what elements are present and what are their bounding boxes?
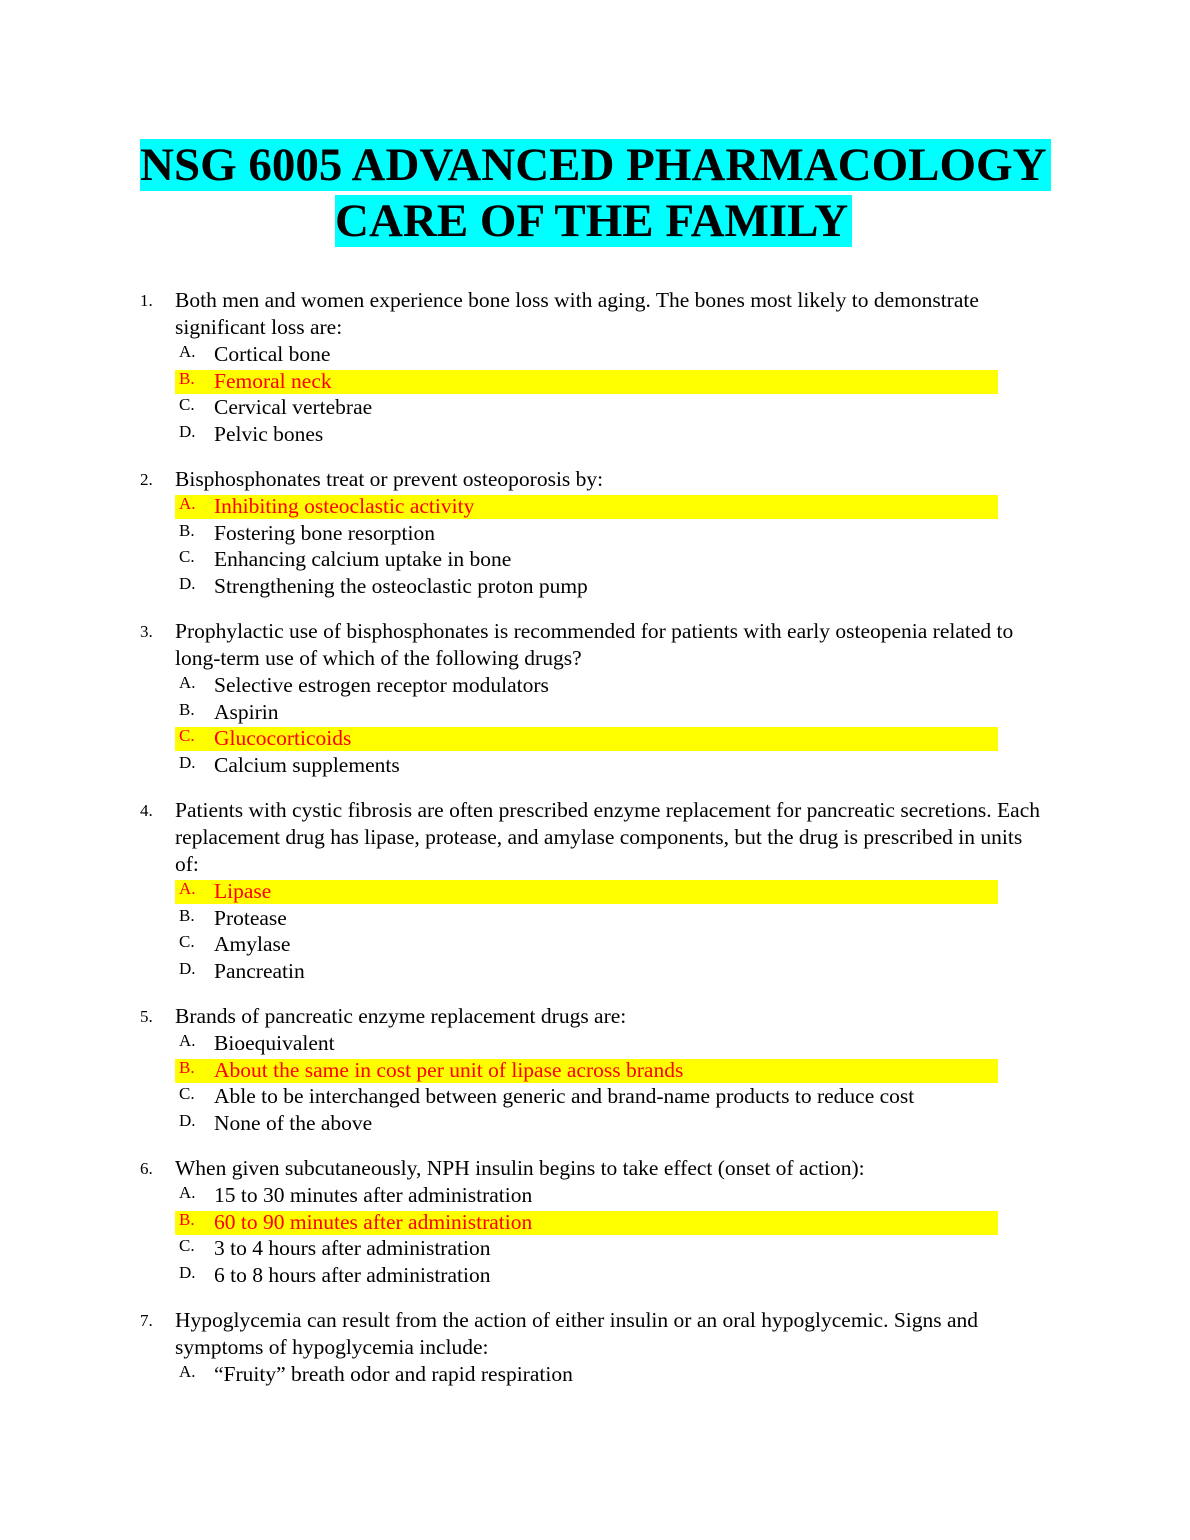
question-stem-line bbox=[0, 797, 1190, 824]
answer-option bbox=[0, 931, 1190, 958]
answer-option-correct bbox=[0, 493, 1190, 520]
answer-option bbox=[0, 699, 1190, 726]
answer-option bbox=[0, 394, 1190, 421]
option-letter: B. bbox=[179, 368, 195, 388]
question-text: Brands of pancreatic enzyme replacement drugs are: bbox=[175, 1004, 627, 1028]
question-item bbox=[0, 1003, 1190, 1136]
question-text: of: bbox=[175, 852, 199, 876]
question-text: symptoms of hypoglycemia include: bbox=[175, 1335, 489, 1359]
option-letter: B. bbox=[179, 905, 195, 925]
title-line-2 bbox=[335, 195, 852, 247]
question-stem-line bbox=[0, 1307, 1190, 1334]
option-text: Glucocorticoids bbox=[214, 726, 352, 751]
answer-option-correct bbox=[0, 725, 1190, 752]
option-row-bg bbox=[175, 907, 998, 931]
option-text: Selective estrogen receptor modulators bbox=[214, 673, 549, 697]
option-text: Inhibiting osteoclastic activity bbox=[214, 494, 475, 518]
option-text: About the same in cost per unit of lipase across brands bbox=[214, 1057, 684, 1082]
option-letter: B. bbox=[179, 1057, 195, 1077]
option-text: 60 to 90 minutes after administration bbox=[214, 1209, 533, 1234]
question-text: When given subcutaneously, NPH insulin begins to take effect (onset of action): bbox=[175, 1156, 865, 1180]
answer-option-correct bbox=[0, 1209, 1190, 1236]
answer-option bbox=[0, 421, 1190, 448]
option-text: Able to be interchanged between generic and brand-name products to reduce cost bbox=[214, 1084, 915, 1109]
option-text: Fostering bone resorption bbox=[214, 520, 435, 545]
option-text: Aspirin bbox=[214, 699, 279, 724]
question-number: 6. bbox=[140, 1159, 153, 1178]
question-text: Bisphosphonates treat or prevent osteoporosis by: bbox=[175, 467, 604, 491]
option-letter: D. bbox=[179, 573, 196, 593]
question-stem-line bbox=[0, 287, 1190, 314]
option-letter: A. bbox=[179, 673, 196, 692]
question-item bbox=[0, 1155, 1190, 1288]
answer-highlight bbox=[175, 880, 998, 904]
question-text: replacement drug has lipase, protease, and amylase components, but the drug is prescribed in units bbox=[175, 825, 1023, 849]
question-item bbox=[0, 466, 1190, 599]
option-letter: C. bbox=[179, 1236, 195, 1256]
option-text: Amylase bbox=[214, 932, 291, 957]
option-letter: A. bbox=[179, 342, 196, 361]
answer-option bbox=[0, 672, 1190, 699]
question-item bbox=[0, 618, 1190, 778]
answer-option bbox=[0, 1030, 1190, 1057]
option-text: Strengthening the osteoclastic proton pump bbox=[214, 573, 588, 598]
answer-option bbox=[0, 752, 1190, 779]
option-text: Calcium supplements bbox=[214, 752, 400, 777]
question-stem-line bbox=[0, 1334, 1190, 1361]
question-stem-line bbox=[0, 1003, 1190, 1030]
option-letter: C. bbox=[179, 395, 195, 415]
question-number: 5. bbox=[140, 1007, 153, 1026]
option-letter: B. bbox=[179, 699, 195, 719]
option-letter: A. bbox=[179, 494, 196, 513]
option-text: 3 to 4 hours after administration bbox=[214, 1236, 491, 1261]
option-text: Bioequivalent bbox=[214, 1031, 335, 1055]
option-letter: A. bbox=[179, 879, 196, 898]
option-text: 6 to 8 hours after administration bbox=[214, 1262, 491, 1287]
option-letter: C. bbox=[179, 932, 195, 952]
question-text: Prophylactic use of bisphosphonates is recommended for patients with early osteopenia related to bbox=[175, 619, 1014, 643]
question-item bbox=[0, 1307, 1190, 1388]
question-item bbox=[0, 797, 1190, 984]
option-text: Femoral neck bbox=[214, 368, 332, 393]
option-text: 15 to 30 minutes after administration bbox=[214, 1183, 533, 1207]
question-stem-line bbox=[0, 824, 1190, 851]
question-stem-line bbox=[0, 1155, 1190, 1182]
answer-option bbox=[0, 573, 1190, 600]
answer-option bbox=[0, 1083, 1190, 1110]
option-letter: D. bbox=[179, 1262, 196, 1282]
title-line-1 bbox=[140, 139, 1051, 191]
question-number: 3. bbox=[140, 622, 153, 641]
question-item bbox=[0, 287, 1190, 447]
question-number: 4. bbox=[140, 801, 153, 820]
answer-option-correct bbox=[0, 878, 1190, 905]
option-letter: B. bbox=[179, 520, 195, 540]
option-text: Lipase bbox=[214, 879, 272, 903]
question-text: Hypoglycemia can result from the action of either insulin or an oral hypoglycemic. Signs and bbox=[175, 1308, 979, 1332]
question-text: long-term use of which of the following drugs? bbox=[175, 646, 582, 670]
option-text: Pelvic bones bbox=[214, 421, 324, 446]
option-letter: C. bbox=[179, 1084, 195, 1104]
option-row-bg bbox=[175, 701, 998, 725]
question-stem-line bbox=[0, 851, 1190, 878]
option-letter: C. bbox=[179, 547, 195, 567]
answer-option bbox=[0, 341, 1190, 368]
option-letter: A. bbox=[179, 1183, 196, 1202]
answer-option bbox=[0, 1110, 1190, 1137]
answer-option-correct bbox=[0, 368, 1190, 395]
option-text: Pancreatin bbox=[214, 958, 305, 983]
option-text: Protease bbox=[214, 905, 287, 930]
question-stem-line bbox=[0, 645, 1190, 672]
answer-option bbox=[0, 1235, 1190, 1262]
question-number: 7. bbox=[140, 1311, 153, 1330]
page-title: NSG 6005 ADVANCED PHARMACOLOGY bbox=[140, 139, 1051, 191]
question-number: 2. bbox=[140, 470, 153, 489]
option-letter: A. bbox=[179, 1362, 196, 1381]
answer-option bbox=[0, 520, 1190, 547]
option-letter: D. bbox=[179, 421, 196, 441]
answer-option bbox=[0, 905, 1190, 932]
answer-option bbox=[0, 1182, 1190, 1209]
option-text: “Fruity” breath odor and rapid respiration bbox=[214, 1362, 573, 1386]
option-text: Cortical bone bbox=[214, 342, 331, 366]
option-letter: A. bbox=[179, 1031, 196, 1050]
answer-option bbox=[0, 958, 1190, 985]
answer-option bbox=[0, 546, 1190, 573]
option-row-bg bbox=[175, 933, 998, 957]
option-letter: D. bbox=[179, 752, 196, 772]
option-letter: D. bbox=[179, 1110, 196, 1130]
question-number: 1. bbox=[140, 291, 153, 310]
option-text: Cervical vertebrae bbox=[214, 395, 373, 420]
option-text: None of the above bbox=[214, 1110, 373, 1135]
answer-option bbox=[0, 1262, 1190, 1289]
question-text: Both men and women experience bone loss with aging. The bones most likely to demonstrate bbox=[175, 288, 979, 312]
option-letter: D. bbox=[179, 958, 196, 978]
question-stem-line bbox=[0, 314, 1190, 341]
answer-option-correct bbox=[0, 1057, 1190, 1084]
option-letter: C. bbox=[179, 726, 195, 746]
option-text: Enhancing calcium uptake in bone bbox=[214, 547, 512, 572]
question-text: significant loss are: bbox=[175, 315, 343, 339]
question-text: Patients with cystic fibrosis are often prescribed enzyme replacement for pancreatic secretions. Each bbox=[175, 798, 1041, 822]
answer-option bbox=[0, 1361, 1190, 1388]
question-stem-line bbox=[0, 466, 1190, 493]
page-subtitle: CARE OF THE FAMILY bbox=[335, 195, 852, 247]
option-letter: B. bbox=[179, 1209, 195, 1229]
question-stem-line bbox=[0, 618, 1190, 645]
